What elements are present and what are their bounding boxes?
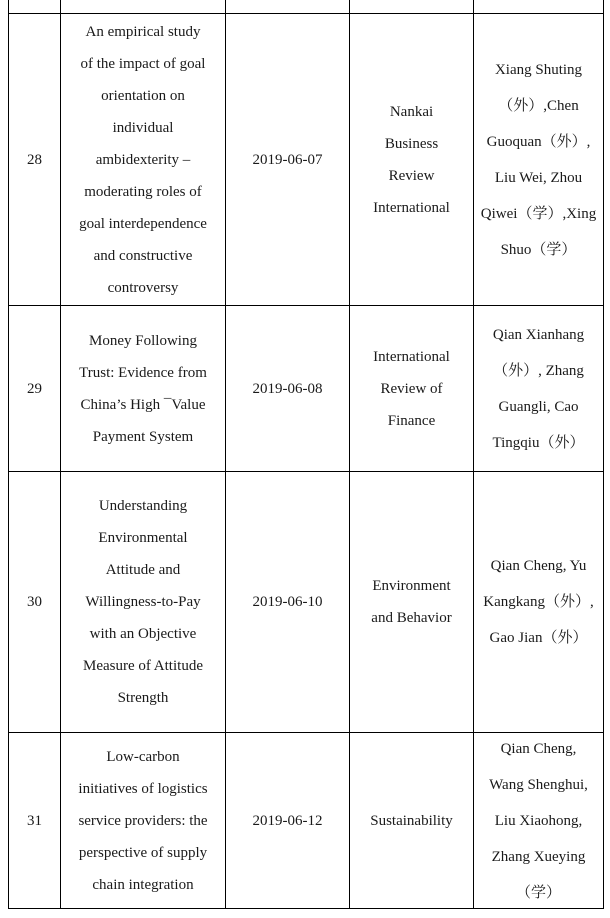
title-line: moderating roles of (84, 183, 202, 200)
authors-cell (474, 14, 604, 306)
title-line: of the impact of goal (80, 55, 206, 72)
author-line: Guoquan（外）, (486, 133, 591, 150)
author-line: Qian Xianhang (492, 326, 585, 343)
title-line: service providers: the (78, 812, 208, 829)
author-line: Liu Xiaohong, (494, 812, 583, 829)
row-index: 31 (27, 812, 42, 829)
title-line: initiatives of logistics (78, 780, 208, 797)
title-line: ambidexterity – (95, 151, 191, 168)
row-index-cell (9, 472, 61, 733)
journal-line: Review of (380, 380, 443, 397)
title-cell (61, 0, 226, 14)
table-row (9, 14, 604, 306)
date-cell (226, 472, 350, 733)
title-line: controversy (107, 279, 179, 296)
title-cell (61, 472, 226, 733)
title-line: Payment System (92, 428, 194, 445)
title-line: perspective of supply (78, 844, 208, 861)
title-line: Environmental (98, 530, 188, 546)
publish-date: 2019-06-07 (252, 151, 323, 168)
publications-table (8, 0, 604, 909)
publish-date: 2019-06-10 (252, 594, 323, 610)
title-line: chain integration (92, 876, 194, 893)
title-cell (61, 14, 226, 306)
author-line: Gao Jian（外） (489, 630, 588, 646)
title-line: An empirical study (85, 23, 201, 40)
title-line: Understanding (98, 498, 188, 514)
title-line: Trust: Evidence from (79, 364, 207, 381)
author-line: Xiang Shuting (494, 61, 583, 78)
journal-line: and Behavior (371, 610, 452, 626)
journal-line: Nankai (389, 103, 434, 120)
author-line: Shuo（学） (500, 241, 577, 258)
row-index: 28 (27, 151, 42, 168)
journal-cell (350, 14, 474, 306)
journal-line: Finance (387, 412, 436, 429)
author-line: （学） (515, 884, 561, 901)
date-cell (226, 14, 350, 306)
journal-cell (350, 472, 474, 733)
title-cell (61, 306, 226, 472)
journal-line: Review (388, 167, 435, 184)
author-line: Kangkang（外）, (483, 594, 594, 610)
author-line: Tingqiu（外） (492, 434, 585, 451)
date-cell (226, 306, 350, 472)
table-row (9, 306, 604, 472)
author-line: Qiwei（学）,Xing (480, 205, 597, 222)
author-line: Zhang Xueying (491, 848, 586, 865)
journal-line: Business (384, 135, 439, 152)
publish-date: 2019-06-12 (252, 812, 323, 829)
title-line: with an Objective (89, 626, 197, 642)
title-line: Measure of Attitude (83, 658, 203, 674)
journal-cell (350, 306, 474, 472)
date-cell (226, 0, 350, 14)
row-index-cell (9, 306, 61, 472)
title-line: China’s High ¯Value (80, 396, 206, 413)
row-index-cell (9, 733, 61, 909)
author-line: Wang Shenghui, (489, 776, 588, 793)
authors-cell (474, 472, 604, 733)
date-cell (226, 733, 350, 909)
table-row (9, 733, 604, 909)
title-cell (61, 733, 226, 909)
title-line: Low-carbon (106, 748, 180, 765)
authors-cell (474, 306, 604, 472)
authors-cell (474, 733, 604, 909)
journal-line: Environment (372, 578, 451, 594)
publish-date: 2019-06-08 (252, 380, 323, 397)
title-line: Attitude and (105, 562, 181, 578)
journal-line: Sustainability (370, 812, 453, 829)
author-line: Qian Cheng, Yu (490, 558, 587, 574)
author-line: Qian Cheng, (500, 740, 577, 757)
row-index-cell (9, 0, 61, 14)
author-line: （外）,Chen (498, 97, 579, 114)
title-line: Strength (117, 690, 169, 706)
title-line: and constructive (93, 247, 193, 264)
title-line: individual (112, 119, 174, 136)
author-line: Liu Wei, Zhou (494, 169, 583, 186)
authors-cell (474, 0, 604, 14)
title-line: goal interdependence (79, 215, 207, 232)
title-line: Willingness-to-Pay (85, 594, 201, 610)
title-line: Money Following (89, 332, 197, 349)
table-row (9, 472, 604, 733)
row-index-cell (9, 14, 61, 306)
journal-cell (350, 0, 474, 14)
journal-line: International (373, 199, 450, 216)
author-line: （外）, Zhang (493, 362, 584, 379)
row-index: 30 (27, 594, 42, 610)
row-index: 29 (27, 380, 42, 397)
journal-cell (350, 733, 474, 909)
author-line: Guangli, Cao (498, 398, 579, 415)
journal-line: International (373, 348, 450, 365)
title-line: orientation on (101, 87, 185, 104)
table-row-partial (9, 0, 604, 14)
